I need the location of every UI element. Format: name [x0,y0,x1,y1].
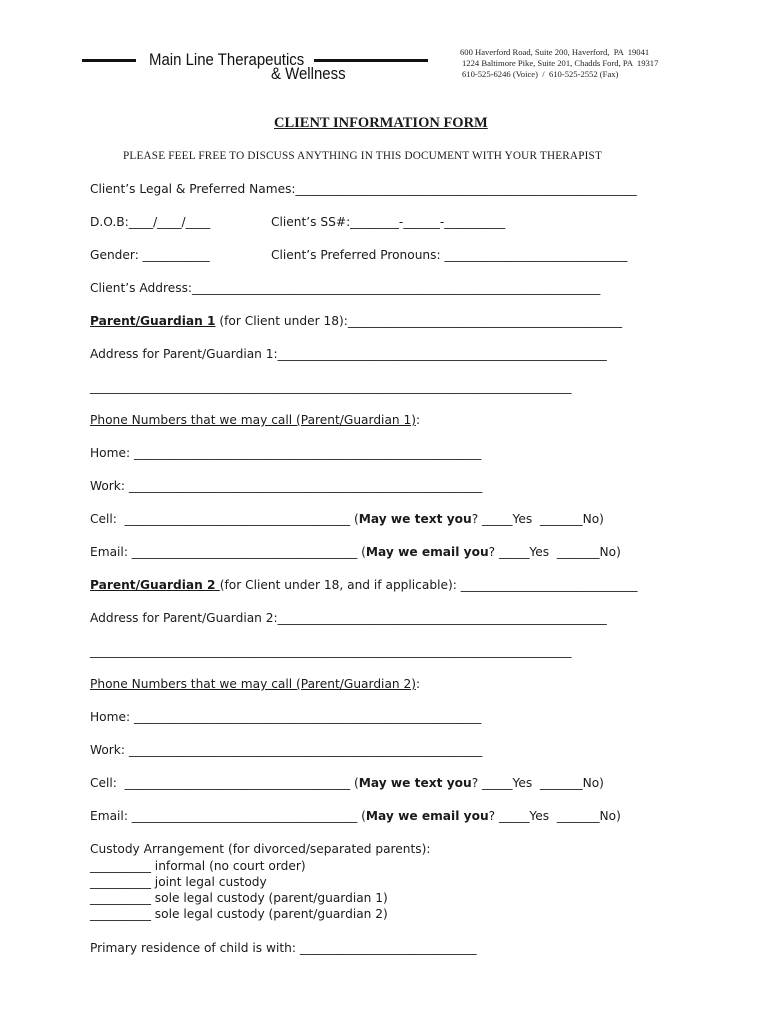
pg2-work-field[interactable]: Work: __________________________________________________________ [90,743,483,757]
pg2-email-line[interactable] [90,809,621,823]
pg2-email-paren: ( [357,809,366,823]
pg1-cell-field[interactable]: Cell: _____________________________________ [90,512,351,526]
company-name-line2: & Wellness [271,64,346,83]
pg1-home-field[interactable]: Home: _________________________________________________________ [90,446,482,460]
pg2-phones-colon: : [416,677,421,691]
office-phones: 610-525-6246 (Voice) / 610-525-2552 (Fax) [462,69,619,79]
pg1-address-continued[interactable]: _______________________________________________________________________________ [90,380,572,394]
logo-rule-right [314,59,428,62]
custody-option-sole-pg1[interactable]: __________ sole legal custody (parent/guardian 1) [90,891,388,905]
pg2-phones-heading: Phone Numbers that we may call (Parent/Guardian 2) [90,677,417,691]
primary-residence-field[interactable]: Primary residence of child is with: _____________________________ [90,941,477,955]
pg1-phones-colon: : [416,413,421,427]
pg2-email-question: May we email you [365,809,489,823]
pg1-text-question: May we text you [358,512,472,526]
company-name-line1: Main Line Therapeutics [149,50,305,69]
pg1-email-options[interactable]: ? _____Yes _______No) [488,545,621,559]
pg2-address-field[interactable]: Address for Parent/Guardian 2:______________________________________________________ [90,611,607,625]
pg2-heading-line[interactable] [90,578,637,592]
pg1-heading-line[interactable] [90,314,622,328]
pg1-email-line[interactable] [90,545,621,559]
form-subtitle: PLEASE FEEL FREE TO DISCUSS ANYTHING IN THIS DOCUMENT WITH YOUR THERAPIST [123,150,603,162]
pg2-text-options[interactable]: ? _____Yes _______No) [471,776,604,790]
pg2-phones-heading-line [90,677,420,691]
pg1-email-paren: ( [357,545,366,559]
names-field[interactable]: Client’s Legal & Preferred Names:________________________________________________________ [90,182,637,196]
gender-field[interactable]: Gender: ___________ [90,248,210,262]
custody-option-joint[interactable]: __________ joint legal custody [90,875,267,889]
pg2-heading-rest: (for Client under 18, and if applicable): _____________________________ [219,578,638,592]
pg1-work-field[interactable]: Work: __________________________________________________________ [90,479,483,493]
dob-field[interactable]: D.O.B:____/____/____ [90,215,211,229]
client-address-field[interactable]: Client’s Address:___________________________________________________________________ [90,281,601,295]
pronouns-field[interactable]: Client’s Preferred Pronouns: ______________________________ [271,248,628,262]
pg2-cell-line[interactable] [90,776,604,790]
custody-option-sole-pg2[interactable]: __________ sole legal custody (parent/guardian 2) [90,907,388,921]
pg2-cell-field[interactable]: Cell: _____________________________________ [90,776,351,790]
custody-option-informal[interactable]: __________ informal (no court order) [90,859,306,873]
pg1-address-field[interactable]: Address for Parent/Guardian 1:______________________________________________________ [90,347,607,361]
pg1-heading: Parent/Guardian 1 [90,314,216,328]
ssn-field[interactable]: Client’s SS#:________-______-__________ [271,215,506,229]
pg2-text-question: May we text you [358,776,472,790]
pg1-phones-heading-line [90,413,420,427]
office-address-2: 1224 Baltimore Pike, Suite 201, Chadds Ford, PA 19317 [462,58,659,68]
pg1-text-options[interactable]: ? _____Yes _______No) [471,512,604,526]
custody-heading: Custody Arrangement (for divorced/separated parents): [90,842,431,856]
pg1-cell-line[interactable] [90,512,604,526]
logo-rule-left [82,59,136,62]
pg2-cell-paren: ( [350,776,359,790]
pg2-email-field[interactable]: Email: _____________________________________ [90,809,358,823]
pg2-home-field[interactable]: Home: _________________________________________________________ [90,710,482,724]
pg1-email-question: May we email you [365,545,489,559]
pg1-phones-heading: Phone Numbers that we may call (Parent/Guardian 1) [90,413,417,427]
pg2-heading: Parent/Guardian 2 [90,578,220,592]
office-address-1: 600 Haverford Road, Suite 200, Haverford, PA 19041 [460,47,650,57]
pg2-address-continued[interactable]: _______________________________________________________________________________ [90,644,572,658]
form-title: CLIENT INFORMATION FORM [274,115,488,131]
pg1-heading-rest: (for Client under 18):_____________________________________________ [215,314,623,328]
pg2-email-options[interactable]: ? _____Yes _______No) [488,809,621,823]
pg1-cell-paren: ( [350,512,359,526]
pg1-email-field[interactable]: Email: _____________________________________ [90,545,358,559]
